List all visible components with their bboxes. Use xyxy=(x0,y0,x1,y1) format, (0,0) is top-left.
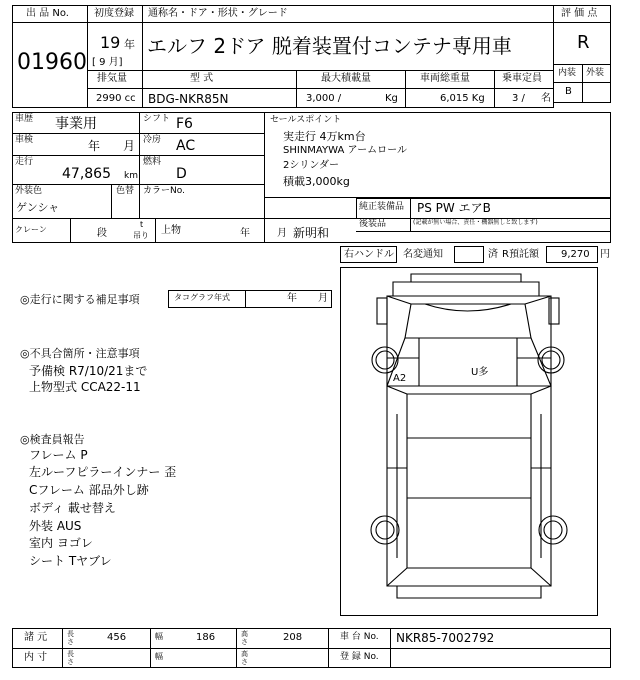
sales-point-label: セールスポイント xyxy=(270,115,342,125)
width-label: 幅 xyxy=(155,632,163,641)
first-reg-year-unit: 年 xyxy=(124,38,135,51)
inspection-year: 年 xyxy=(88,139,101,153)
displacement-label: 排気量 xyxy=(97,73,127,84)
damage-mark: A2 xyxy=(393,373,407,384)
grade-value: R xyxy=(577,32,590,53)
inspector-label: ◎検査員報告 xyxy=(20,433,85,446)
crane-dan: 段 xyxy=(97,228,107,239)
ext-color-label: 外装色 xyxy=(15,186,43,196)
capacity-label: 乗車定員 xyxy=(502,73,542,84)
chassis-value: NKR85-7002792 xyxy=(396,631,495,645)
tachograph-month: 月 xyxy=(318,293,328,304)
inspection-label: 車検 xyxy=(15,135,34,145)
first-reg-label: 初度登録 xyxy=(94,8,134,19)
recycle-deposit-value: 9,270 xyxy=(561,249,590,260)
body-year: 年 xyxy=(240,228,250,239)
truck-outline xyxy=(341,268,597,615)
first-reg-month: [ 9 月] xyxy=(92,57,123,68)
body-month: 月 xyxy=(277,228,287,239)
exterior-label: 外装 xyxy=(586,68,605,78)
crane-label: クレーン xyxy=(15,225,47,234)
tachograph-year: 年 xyxy=(287,293,297,304)
color-no-label: カラーNo. xyxy=(143,186,185,196)
body-label: 上物 xyxy=(161,225,181,236)
mileage-unit: km xyxy=(124,171,138,181)
vehicle-name-header: 通称名・ドア・形状・グレード xyxy=(148,8,288,19)
sales-line: SHINMAYWA アームロール xyxy=(283,145,407,156)
interior-label: 内装 xyxy=(558,68,577,78)
width-value: 186 xyxy=(196,632,216,643)
lot-label: 出 品 No. xyxy=(26,8,69,19)
inspector-line: 外装 AUS xyxy=(29,519,82,533)
displacement-value: 2990 cc xyxy=(96,93,136,104)
defects-line: 上物型式 CCA22-11 xyxy=(29,380,141,394)
max-load-value: 3,000 / xyxy=(306,93,342,104)
recycle-unit: 円 xyxy=(600,249,610,260)
name-change-label: 名変通知 xyxy=(403,249,443,260)
mileage-value: 47,865 xyxy=(62,166,111,182)
vehicle-name: エルフ 2ドア 脱着装置付コンテナ専用車 xyxy=(147,34,512,58)
sales-line: 積載3,000kg xyxy=(283,175,350,188)
sales-line: 実走行 4万km台 xyxy=(283,130,366,143)
first-reg-year: 19 xyxy=(100,33,121,52)
sales-line: 2シリンダー xyxy=(283,160,339,171)
shift-value: F6 xyxy=(176,116,193,132)
ac-value: AC xyxy=(176,138,196,154)
grade-label: 評 価 点 xyxy=(561,8,598,19)
inspector-line: Cフレーム 部品外し跡 xyxy=(29,483,149,497)
damage-mark: U多 xyxy=(471,367,489,378)
crane-tsuri: 吊り xyxy=(133,231,149,240)
interior-value: B xyxy=(565,86,572,97)
gross-weight-value: 6,015 Kg xyxy=(440,93,485,104)
aftermarket-note: (記載が無い場合、責任・機器無しと致します) xyxy=(413,219,538,226)
chassis-label: 車 台 No. xyxy=(340,632,379,642)
aftermarket-label: 後装品 xyxy=(359,219,387,229)
history-label: 車歴 xyxy=(15,114,34,124)
height-label: 高さ xyxy=(241,630,248,646)
fuel-label: 燃料 xyxy=(143,157,162,167)
name-change-box xyxy=(454,246,484,263)
defects-line: 予備検 R7/10/21まで xyxy=(29,364,148,378)
color-code-label: 色替 xyxy=(116,186,135,196)
inspector-line: フレーム P xyxy=(29,448,88,462)
reg-label: 登 録 No. xyxy=(340,652,379,662)
gross-weight-label: 車両総重量 xyxy=(420,73,470,84)
inner-height-label: 高さ xyxy=(241,650,248,666)
defects-label: ◎不具合箇所・注意事項 xyxy=(20,347,140,360)
tachograph-label: タコグラフ年式 xyxy=(174,293,230,302)
max-load-label: 最大積載量 xyxy=(321,73,371,84)
inspector-line: 左ルーフピラーインナー 歪 xyxy=(29,465,177,479)
inner-width-label: 幅 xyxy=(155,652,163,661)
dims-label: 諸 元 xyxy=(24,632,48,643)
height-value: 208 xyxy=(283,632,303,643)
ac-label: 冷房 xyxy=(143,135,162,145)
history-value: 事業用 xyxy=(55,116,97,132)
recycle-deposit-label: R預託額 xyxy=(502,249,539,260)
inspection-month: 月 xyxy=(123,139,136,153)
ext-color-value: ゲンシャ xyxy=(16,201,60,214)
inner-length-label: 長さ xyxy=(67,650,74,666)
crane-t: t xyxy=(140,220,144,229)
capacity-unit: 名 xyxy=(541,93,551,104)
lot-number: 01960 xyxy=(17,50,87,75)
model-label: 型 式 xyxy=(190,73,214,84)
body-maker: 新明和 xyxy=(293,226,330,240)
length-label: 長さ xyxy=(67,630,74,646)
inspector-line: シート Tヤブレ xyxy=(29,554,112,568)
model-value: BDG-NKR85N xyxy=(148,92,229,106)
fuel-value: D xyxy=(176,166,187,182)
equipment-value: PS PW エアB xyxy=(417,201,491,215)
recycle-label: 済 xyxy=(488,249,498,260)
inspector-line: 室内 ヨゴレ xyxy=(29,536,93,550)
mileage-label: 走行 xyxy=(15,157,34,167)
inspector-line: ボディ 載せ替え xyxy=(29,501,116,515)
shift-label: シフト xyxy=(143,114,171,124)
length-value: 456 xyxy=(107,632,127,643)
equipment-label: 純正装備品 xyxy=(359,202,405,212)
capacity-value: 3 / xyxy=(512,93,525,104)
vehicle-diagram xyxy=(340,267,598,616)
max-load-unit: Kg xyxy=(385,93,398,104)
inner-dims-label: 内 寸 xyxy=(24,652,48,663)
steering-value: 右ハンドル xyxy=(344,249,394,260)
driving-notes-label: ◎走行に関する補足事項 xyxy=(20,293,140,306)
